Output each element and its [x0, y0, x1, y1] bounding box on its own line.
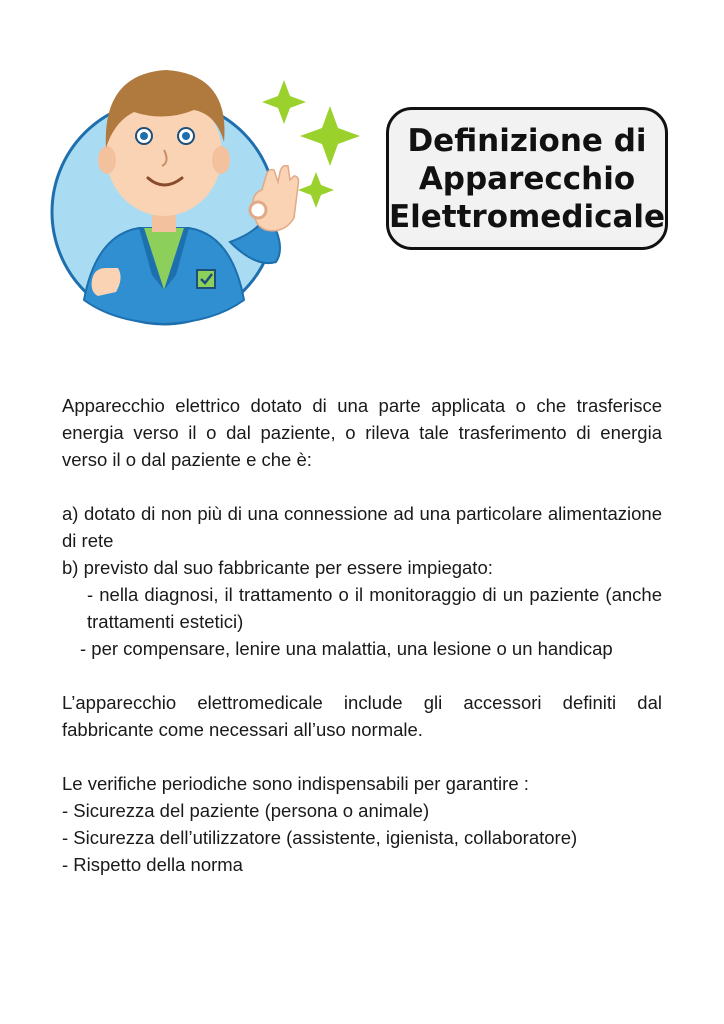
checks-item: - Sicurezza del paziente (persona o animale) [62, 800, 430, 821]
sparkle-icon [300, 106, 360, 166]
document-body [62, 392, 662, 878]
condition-b-item: - per compensare, lenire una malattia, una lesione o un handicap [80, 638, 613, 659]
title-box [386, 107, 668, 250]
checks-item: - Rispetto della norma [62, 854, 243, 875]
accessories-paragraph: L’apparecchio elettromedicale include gli accessori definiti dal fabbricante come necessari all’uso normale. [62, 692, 662, 740]
checks-intro: Le verifiche periodiche sono indispensabili per garantire : [62, 773, 529, 794]
ok-ring [250, 202, 266, 218]
checks-item: - Sicurezza dell’utilizzatore (assistente, igienista, collaboratore) [62, 827, 578, 848]
title-line: Definizione di [407, 122, 647, 159]
pocket-badge [197, 270, 215, 288]
condition-b-item: - nella diagnosi, il trattamento o il monitoraggio di un paziente (anche trattamenti estetici) [87, 584, 662, 632]
sparkle-icon [298, 172, 334, 208]
ear-right [212, 146, 230, 174]
spacer [62, 743, 662, 770]
title-line: Elettromedicale [388, 198, 666, 235]
spacer [62, 662, 662, 689]
condition-b: b) previsto dal suo fabbricante per essere impiegato: [62, 557, 493, 578]
ok-gesture-man-illustration [44, 30, 374, 330]
sparkle-icon [262, 80, 306, 124]
title-line: Apparecchio [418, 160, 636, 197]
condition-a: a) dotato di non più di una connessione ad una particolare alimentazione di rete [62, 503, 662, 551]
man-ok-hand-icon [44, 30, 374, 330]
spacer [62, 473, 662, 500]
ear-left [98, 146, 116, 174]
intro-paragraph: Apparecchio elettrico dotato di una parte applicata o che trasferisce energia verso il o dal paziente, o rileva tale trasferimento di energia verso il o dal paziente e che è: [62, 395, 662, 470]
